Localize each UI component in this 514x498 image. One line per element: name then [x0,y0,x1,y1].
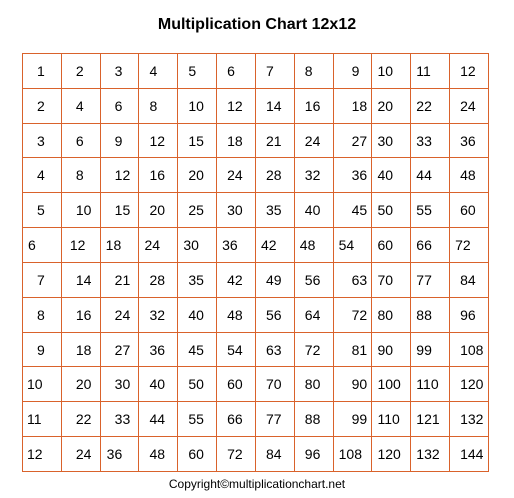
table-cell: 99 [333,402,372,437]
table-cell: 5 [178,54,217,89]
table-cell: 10 [61,193,100,228]
table-cell: 6 [217,54,256,89]
table-cell: 45 [333,193,372,228]
table-cell: 28 [255,158,294,193]
table-cell: 54 [333,228,372,263]
table-cell: 24 [294,123,333,158]
table-cell: 15 [178,123,217,158]
table-cell: 36 [333,158,372,193]
table-cell: 10 [23,367,62,402]
table-cell: 40 [294,193,333,228]
table-cell: 72 [333,297,372,332]
table-cell: 16 [294,88,333,123]
table-row [23,158,489,193]
table-cell: 36 [139,332,178,367]
table-cell: 56 [294,262,333,297]
table-cell: 9 [23,332,62,367]
table-cell: 21 [255,123,294,158]
table-cell: 50 [372,193,411,228]
table-cell: 110 [411,367,450,402]
table-cell: 24 [139,228,178,263]
table-cell: 120 [372,437,411,472]
table-cell: 22 [61,402,100,437]
table-cell: 32 [294,158,333,193]
table-cell: 72 [294,332,333,367]
copyright-notice: Copyright©multiplicationchart.net [168,477,346,491]
table-cell: 88 [411,297,450,332]
table-cell: 60 [372,228,411,263]
table-cell: 81 [333,332,372,367]
table-cell: 63 [333,262,372,297]
table-cell: 60 [450,193,489,228]
chart-title: Multiplication Chart 12x12 [157,16,357,33]
table-cell: 32 [139,297,178,332]
table-cell: 24 [450,88,489,123]
table-cell: 22 [411,88,450,123]
table-cell: 54 [217,332,256,367]
table-cell: 1 [23,54,62,89]
table-cell: 35 [255,193,294,228]
table-row [23,54,489,89]
table-cell: 21 [100,262,139,297]
table-cell: 3 [23,123,62,158]
table-row [23,332,489,367]
table-cell: 84 [255,437,294,472]
table-cell: 14 [255,88,294,123]
table-cell: 36 [450,123,489,158]
table-cell: 4 [61,88,100,123]
table-cell: 25 [178,193,217,228]
table-cell: 8 [61,158,100,193]
table-cell: 50 [178,367,217,402]
table-cell: 11 [411,54,450,89]
table-row [23,437,489,472]
table-cell: 80 [294,367,333,402]
table-row [23,297,489,332]
table-row [23,402,489,437]
table-cell: 144 [450,437,489,472]
table-cell: 84 [450,262,489,297]
table-cell: 44 [139,402,178,437]
table-cell: 18 [217,123,256,158]
table-cell: 48 [450,158,489,193]
table-cell: 44 [411,158,450,193]
table-cell: 40 [139,367,178,402]
table-cell: 16 [61,297,100,332]
table-cell: 18 [333,88,372,123]
table-cell: 70 [255,367,294,402]
table-cell: 33 [411,123,450,158]
table-cell: 48 [139,437,178,472]
table-row [23,262,489,297]
table-cell: 48 [217,297,256,332]
table-cell: 70 [372,262,411,297]
table-cell: 5 [23,193,62,228]
table-cell: 35 [178,262,217,297]
table-cell: 18 [61,332,100,367]
table-cell: 12 [217,88,256,123]
table-cell: 20 [372,88,411,123]
table-cell: 2 [23,88,62,123]
table-cell: 12 [450,54,489,89]
table-cell: 48 [294,228,333,263]
table-cell: 12 [100,158,139,193]
table-cell: 36 [217,228,256,263]
table-cell: 108 [333,437,372,472]
table-cell: 42 [217,262,256,297]
table-row [23,367,489,402]
table-cell: 6 [100,88,139,123]
table-cell: 27 [100,332,139,367]
table-cell: 8 [294,54,333,89]
table-cell: 90 [333,367,372,402]
table-cell: 20 [139,193,178,228]
table-cell: 49 [255,262,294,297]
table-cell: 12 [23,437,62,472]
table-cell: 72 [217,437,256,472]
table-cell: 55 [411,193,450,228]
table-cell: 55 [178,402,217,437]
table-cell: 4 [23,158,62,193]
table-cell: 28 [139,262,178,297]
table-cell: 20 [178,158,217,193]
table-cell: 30 [372,123,411,158]
table-cell: 66 [217,402,256,437]
table-row [23,88,489,123]
table-cell: 88 [294,402,333,437]
table-cell: 96 [294,437,333,472]
table-cell: 60 [217,367,256,402]
table-cell: 7 [255,54,294,89]
table-cell: 10 [372,54,411,89]
table-cell: 42 [255,228,294,263]
table-cell: 6 [61,123,100,158]
table-cell: 77 [411,262,450,297]
table-cell: 108 [450,332,489,367]
table-cell: 45 [178,332,217,367]
table-cell: 30 [178,228,217,263]
table-cell: 64 [294,297,333,332]
table-cell: 12 [139,123,178,158]
table-cell: 30 [100,367,139,402]
table-cell: 100 [372,367,411,402]
table-cell: 63 [255,332,294,367]
table-cell: 20 [61,367,100,402]
table-cell: 11 [23,402,62,437]
table-cell: 27 [333,123,372,158]
table-cell: 99 [411,332,450,367]
table-cell: 66 [411,228,450,263]
table-cell: 8 [139,88,178,123]
multiplication-table [22,53,489,472]
table-cell: 33 [100,402,139,437]
table-cell: 96 [450,297,489,332]
table-cell: 110 [372,402,411,437]
table-cell: 40 [372,158,411,193]
table-cell: 12 [61,228,100,263]
table-cell: 24 [217,158,256,193]
table-row [23,228,489,263]
table-row [23,123,489,158]
table-cell: 10 [178,88,217,123]
table-cell: 15 [100,193,139,228]
table-cell: 36 [100,437,139,472]
table-cell: 40 [178,297,217,332]
table-cell: 132 [411,437,450,472]
table-cell: 80 [372,297,411,332]
table-cell: 7 [23,262,62,297]
table-cell: 18 [100,228,139,263]
table-cell: 77 [255,402,294,437]
table-cell: 16 [139,158,178,193]
table-row [23,193,489,228]
table-cell: 8 [23,297,62,332]
table-cell: 24 [61,437,100,472]
table-cell: 56 [255,297,294,332]
table-cell: 14 [61,262,100,297]
table-cell: 9 [100,123,139,158]
table-cell: 6 [23,228,62,263]
table-cell: 30 [217,193,256,228]
table-cell: 72 [450,228,489,263]
table-cell: 4 [139,54,178,89]
table-cell: 121 [411,402,450,437]
table-cell: 3 [100,54,139,89]
table-cell: 120 [450,367,489,402]
table-body [23,54,489,472]
table-cell: 24 [100,297,139,332]
table-cell: 9 [333,54,372,89]
table-cell: 2 [61,54,100,89]
table-cell: 132 [450,402,489,437]
table-cell: 90 [372,332,411,367]
table-cell: 60 [178,437,217,472]
